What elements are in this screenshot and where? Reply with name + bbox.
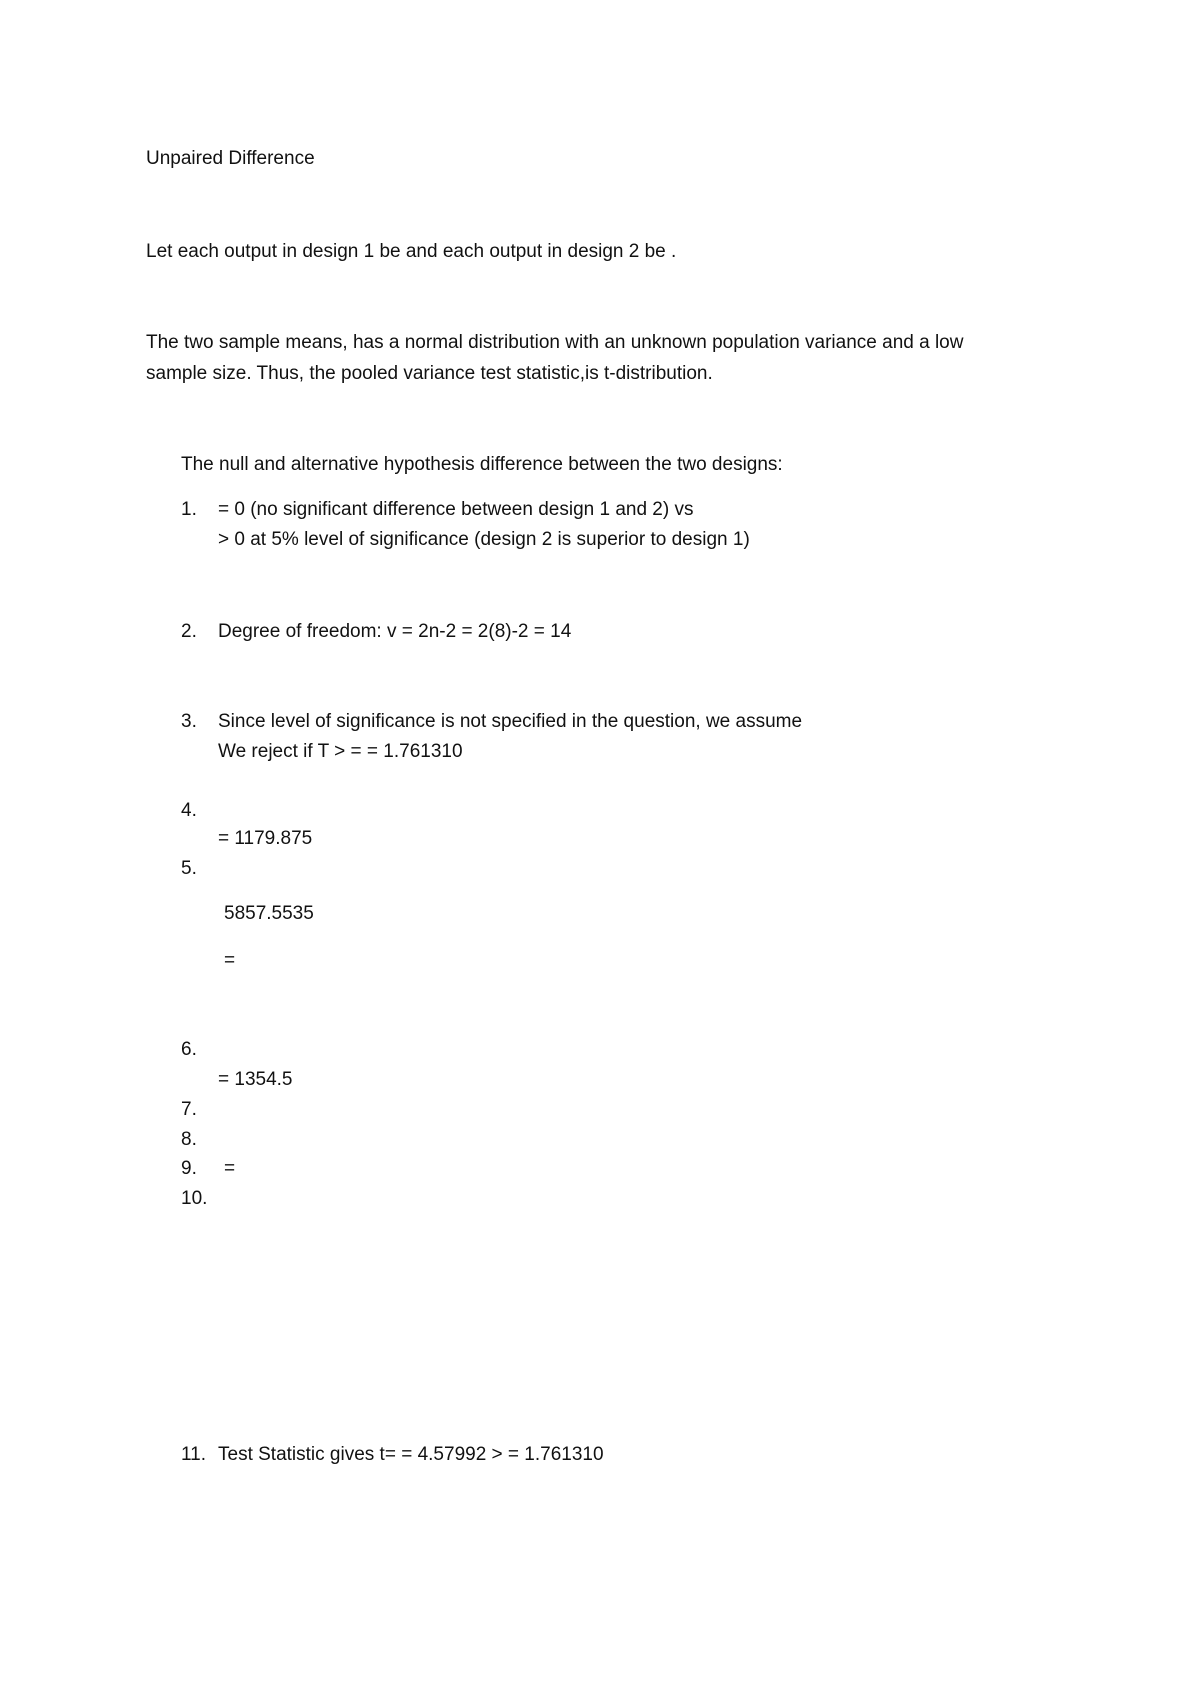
document-title: Unpaired Difference xyxy=(146,148,315,169)
step-3-line-2: We reject if T > = = 1.761310 xyxy=(218,741,463,762)
list-number: 2. xyxy=(181,621,197,642)
paragraph-line-1: The two sample means, has a normal distribution with an unknown population variance and a low xyxy=(146,332,964,353)
step-5-line-1: 5857.5535 xyxy=(224,903,314,924)
list-number: 3. xyxy=(181,711,197,732)
list-number: 5. xyxy=(181,858,197,879)
intro-text: Let each output in design 1 be and each output in design 2 be . xyxy=(146,241,677,262)
list-number: 4. xyxy=(181,800,197,821)
step-11-line-1: Test Statistic gives t= = 4.57992 > = 1.761310 xyxy=(218,1444,604,1465)
step-1-line-1: = 0 (no significant difference between design 1 and 2) vs xyxy=(218,499,694,520)
list-number: 7. xyxy=(181,1099,197,1120)
list-number: 8. xyxy=(181,1129,197,1150)
step-1-line-2: > 0 at 5% level of significance (design 2 is superior to design 1) xyxy=(218,529,750,550)
list-number: 9. xyxy=(181,1158,197,1179)
list-number: 6. xyxy=(181,1039,197,1060)
step-2-line-1: Degree of freedom: v = 2n-2 = 2(8)-2 = 14 xyxy=(218,621,572,642)
step-4-line-1: = 1179.875 xyxy=(218,828,313,849)
list-number: 10. xyxy=(181,1188,208,1209)
list-number: 1. xyxy=(181,499,197,520)
hypothesis-heading: The null and alternative hypothesis difference between the two designs: xyxy=(181,454,783,475)
step-6-line-1: = 1354.5 xyxy=(218,1069,293,1090)
step-3-line-1: Since level of significance is not specified in the question, we assume xyxy=(218,711,803,732)
paragraph-line-2: sample size. Thus, the pooled variance test statistic,is t-distribution. xyxy=(146,363,713,384)
list-number: 11. xyxy=(181,1444,207,1465)
step-9-line-1: = xyxy=(224,1158,236,1179)
step-5-line-2: = xyxy=(224,950,236,971)
